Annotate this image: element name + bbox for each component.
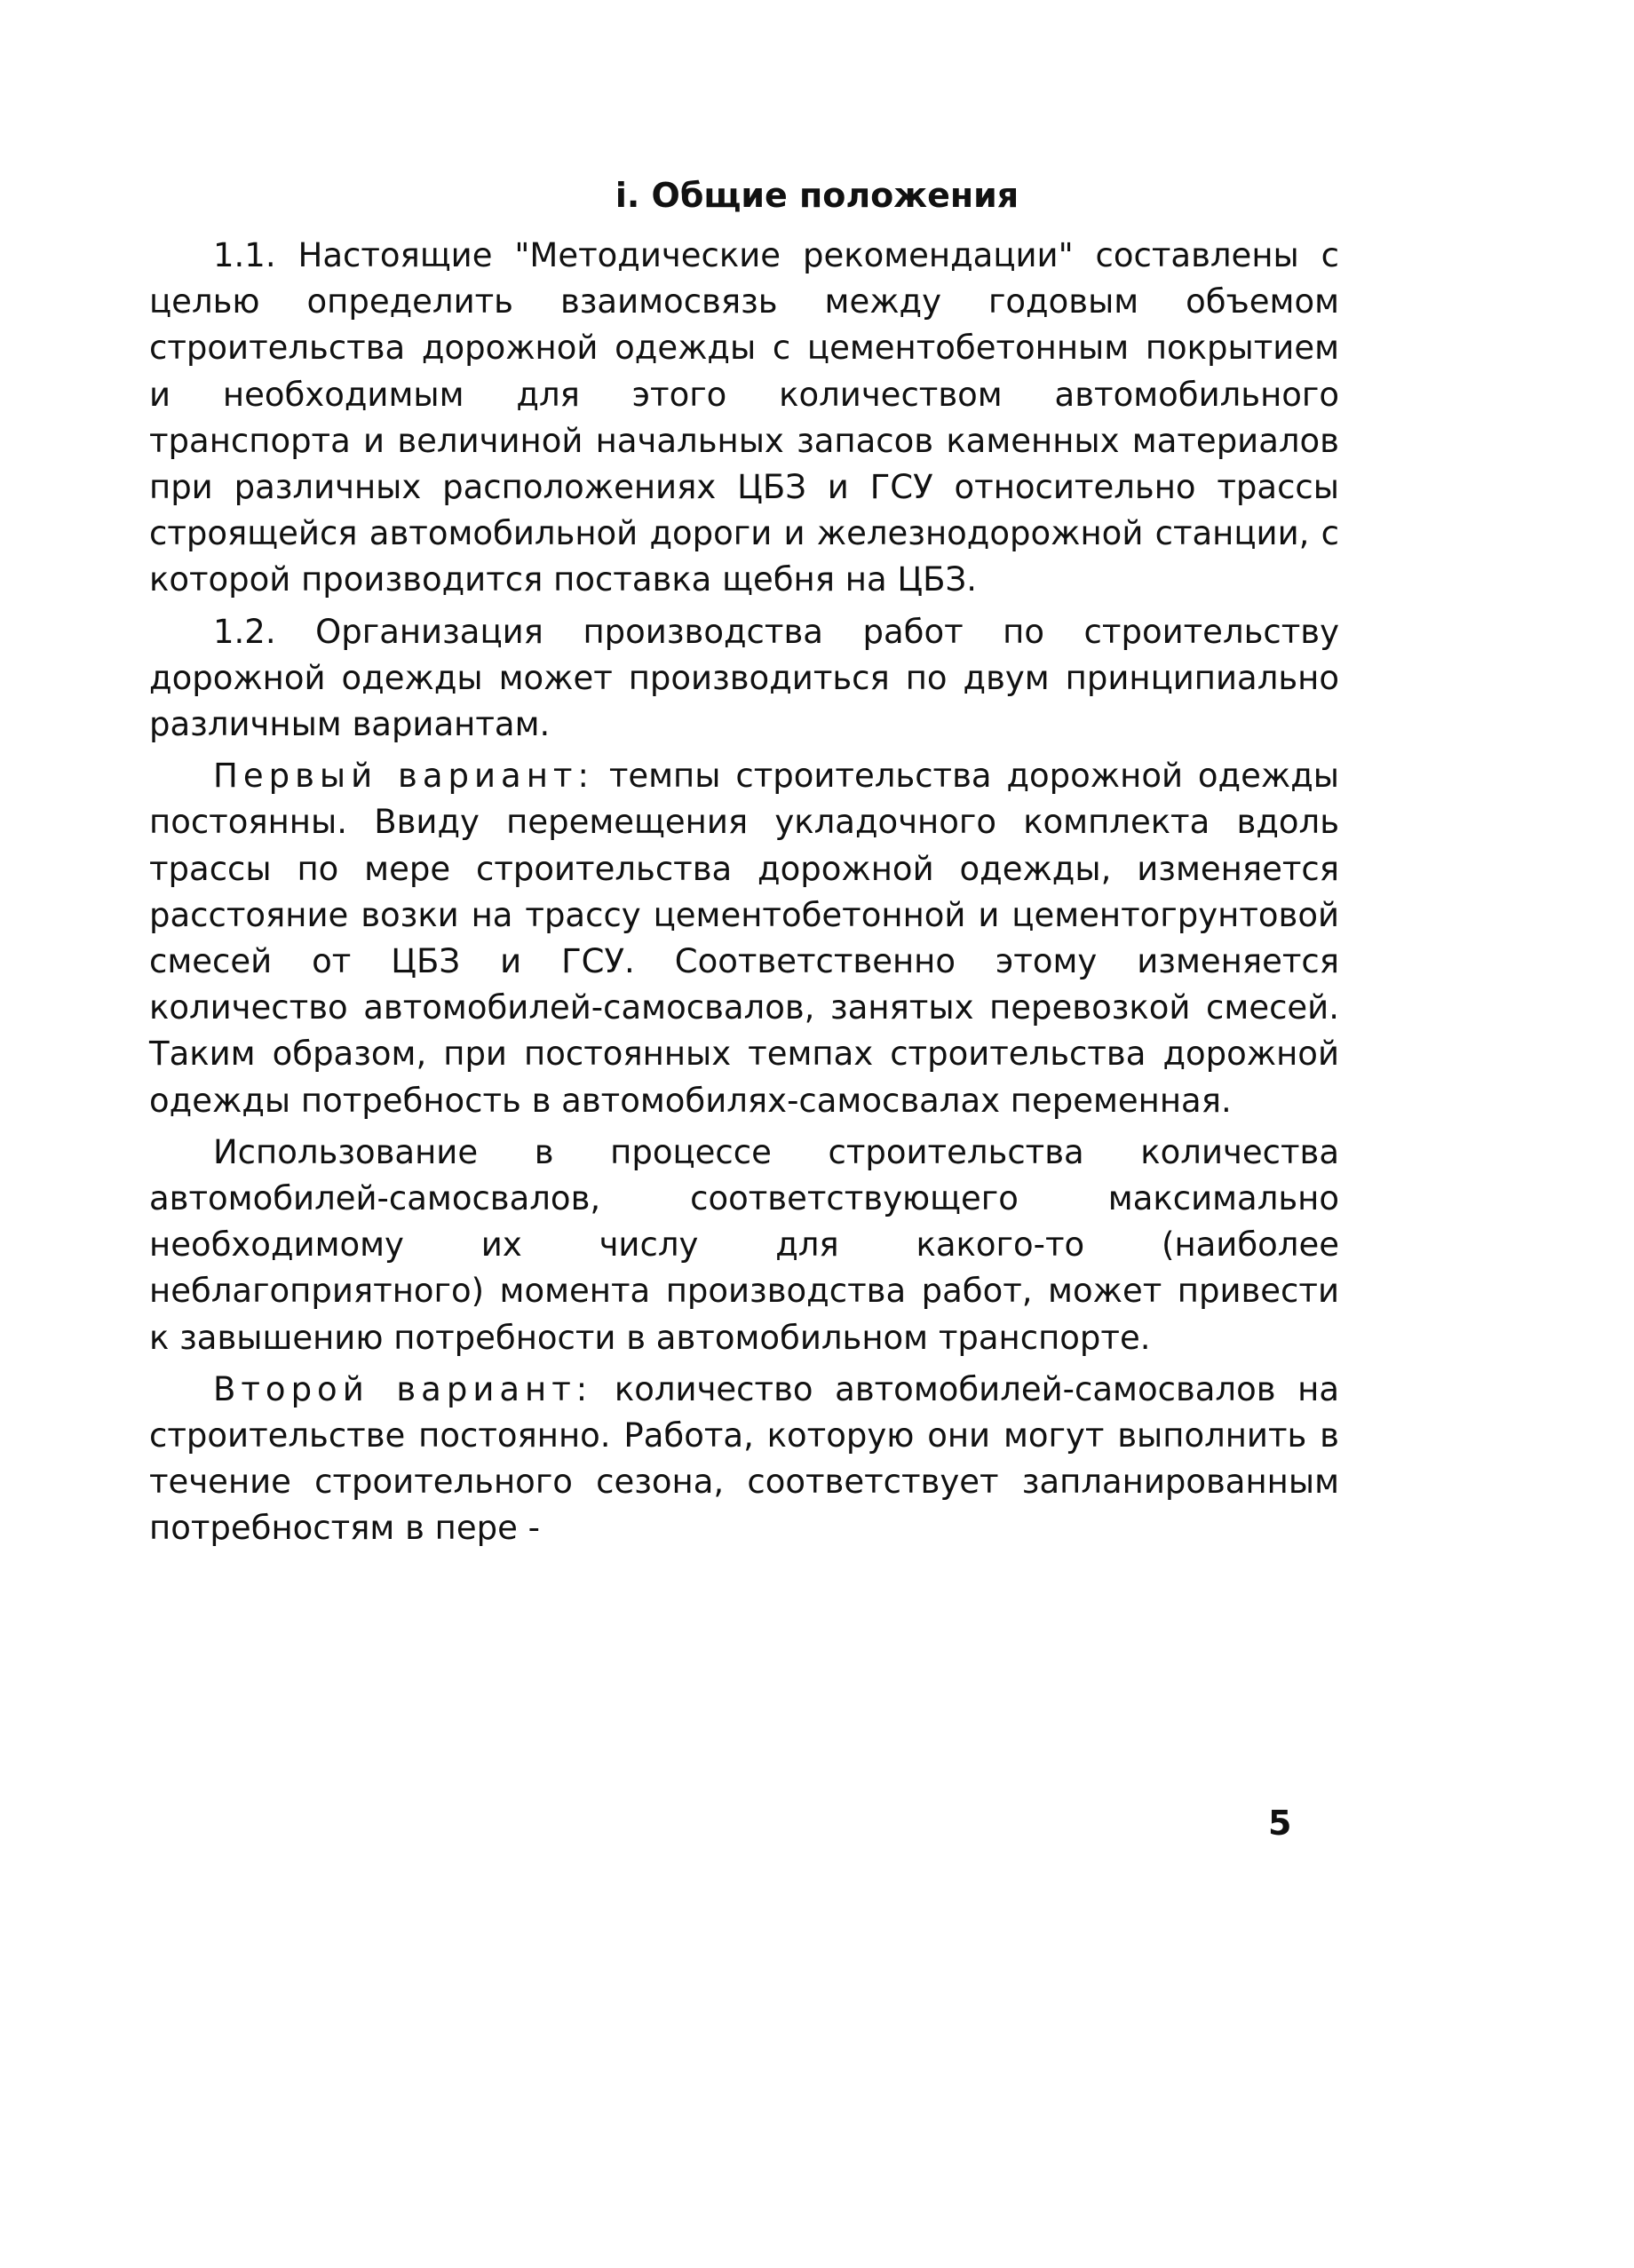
paragraph-1-1: 1.1. Настоящие "Методические рекомендации" составлены с целью определить взаимосвязь между годовым объемом строительства дорожной одежды с цементобетонным покрытием и необходимым для этого количеством автомобильного транспорта и величиной начальных запасов каменных материалов при различных расположениях ЦБЗ и ГСУ относительно трассы строящейся автомобильной дороги и железнодорожной станции, с которой производится поставка щебня на ЦБЗ. xyxy=(149,236,1339,599)
body-text xyxy=(149,233,1339,1552)
paragraph-second-variant xyxy=(149,1367,1339,1552)
section-heading: i. Общие положения xyxy=(615,176,1019,215)
first-variant-text: темпы строительства дорожной одежды постоянны. Ввиду перемещения укладочного комплекта вдоль трассы по мере строительства дорожной одежды, изменяется расстояние возки на трассу цементобетонной и цементогрунтовой смесей от ЦБЗ и ГСУ. Соответственно этому изменяется количество автомобилей-самосвалов, занятых перевозкой смесей. Таким образом, при постоянных темпах строительства дорожной одежды потребность в автомобилях-самосвалах переменная. xyxy=(149,757,1340,1120)
paragraph-usage: Использование в процессе строительства количества автомобилей-самосвалов, соответствующего максимально необходимому их числу для какого-то (наиболее неблагоприятного) момента производства работ, может привести к завышению потребности в автомобильном транспорте. xyxy=(149,1132,1339,1357)
paragraph-1-2: 1.2. Организация производства работ по строительству дорожной одежды может производиться по двум принципиально различным вариантам. xyxy=(149,612,1339,744)
second-variant-label: Второй вариант: xyxy=(213,1369,593,1408)
paragraph-first-variant xyxy=(149,753,1339,1124)
page-number: 5 xyxy=(1268,1804,1292,1843)
second-variant-text: количество автомобилей-самосвалов на строительстве постоянно. Работа, которую они могут выполнить в течение строительного сезона, соответствует запланированным потребностям в пере - xyxy=(149,1369,1339,1548)
first-variant-label: Первый вариант: xyxy=(213,757,594,796)
